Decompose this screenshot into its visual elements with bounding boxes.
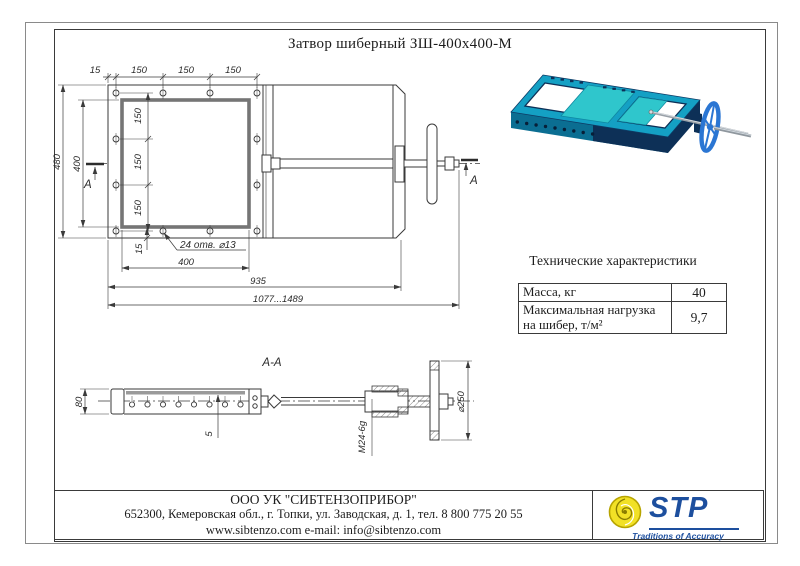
svg-text:480: 480 xyxy=(52,154,63,170)
svg-text:935: 935 xyxy=(250,276,266,287)
screw-assembly xyxy=(249,389,368,414)
specs-table xyxy=(518,283,727,334)
handwheel-side xyxy=(427,124,437,204)
company-web: www.sibtenzo.com e-mail: info@sibtenzo.com xyxy=(205,522,442,537)
dim-5 xyxy=(204,395,218,438)
svg-text:M24-6g: M24-6g xyxy=(357,420,368,454)
stp-emblem-icon xyxy=(607,494,643,530)
svg-text:А: А xyxy=(84,179,92,191)
title-block xyxy=(54,490,764,540)
svg-text:150: 150 xyxy=(133,200,144,216)
gate-plate-section xyxy=(126,391,245,395)
section-marker-right xyxy=(461,160,478,187)
section-bolts xyxy=(129,396,243,407)
drawing-title: Затвор шиберный ЗШ-400х400-М xyxy=(288,36,512,52)
section-view xyxy=(74,357,474,456)
svg-text:⌀250: ⌀250 xyxy=(456,391,467,413)
spec-label: Максимальная нагрузка на шибер, т/м² xyxy=(519,302,672,334)
dim-80 xyxy=(74,389,109,414)
spec-value: 9,7 xyxy=(672,302,727,334)
company-name: ООО УК "СИБТЕНЗОПРИБОР" xyxy=(230,491,417,507)
logo-tagline: Traditions of Accuracy xyxy=(632,531,724,541)
svg-text:1077...1489: 1077...1489 xyxy=(252,294,304,305)
svg-text:150: 150 xyxy=(133,154,144,170)
specs-heading: Технические характеристики xyxy=(529,253,697,268)
svg-text:150: 150 xyxy=(133,108,144,124)
svg-text:150: 150 xyxy=(225,65,241,76)
company-address: 652300, Кемеровская обл., г. Топки, ул. Заводская, д. 1, тел. 8 800 775 20 55 xyxy=(124,507,523,522)
svg-text:5: 5 xyxy=(204,431,215,437)
svg-text:15: 15 xyxy=(134,243,145,255)
bearing-housing xyxy=(365,386,437,417)
svg-text:А: А xyxy=(470,175,478,187)
section-marker-left xyxy=(83,164,104,191)
valve-3d-render xyxy=(498,56,764,186)
spec-value: 40 xyxy=(672,284,727,302)
handwheel-3d xyxy=(698,102,721,152)
stp-wordmark: STP xyxy=(649,492,709,524)
svg-text:400: 400 xyxy=(72,156,83,172)
svg-text:15: 15 xyxy=(89,65,101,76)
stp-logo xyxy=(593,491,763,539)
svg-text:150: 150 xyxy=(178,65,194,76)
svg-text:80: 80 xyxy=(74,396,85,408)
svg-text:400: 400 xyxy=(178,257,194,268)
logo-underline xyxy=(649,528,739,530)
table-row xyxy=(519,302,727,334)
svg-text:А-А: А-А xyxy=(262,357,282,369)
main-view xyxy=(52,65,480,309)
spec-label: Масса, кг xyxy=(519,284,672,302)
table-row xyxy=(519,284,727,302)
company-info xyxy=(55,491,593,539)
svg-text:24 отв. ⌀13: 24 отв. ⌀13 xyxy=(180,240,236,251)
svg-text:150: 150 xyxy=(131,65,147,76)
handwheel-section xyxy=(430,361,453,440)
